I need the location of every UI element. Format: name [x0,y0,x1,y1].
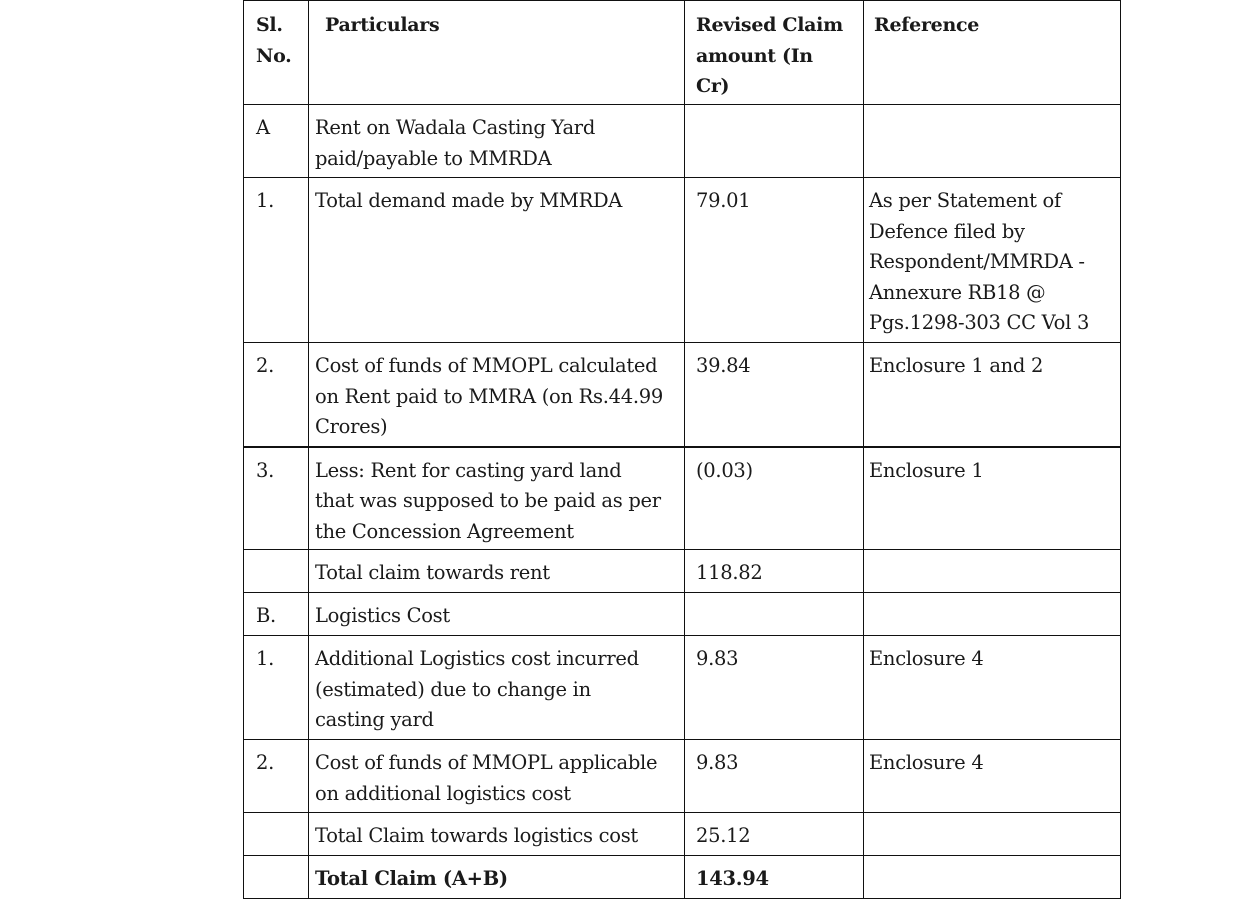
cell-reference [864,105,1121,178]
table-row [244,447,1121,550]
subtotal-row [244,813,1121,856]
table-row [244,740,1121,813]
cell-amount: 118.82 [685,550,864,593]
cell-amount [685,593,864,636]
cell-particulars [309,343,685,447]
line: Defence filed by [869,219,1025,243]
header-amount-line1: Revised Claim [696,14,843,36]
cell-amount: 143.94 [685,856,864,899]
line: Cost of funds of MMOPL applicable [315,751,658,774]
line: As per Statement of [869,189,1061,212]
cell-particulars: Total Claim (A+B) [309,856,685,899]
cell-sl: B. [244,593,309,636]
header-amount [685,1,864,105]
cell-reference [864,550,1121,593]
grand-total-row [244,856,1121,899]
cell-sl: 1. [244,178,309,343]
header-amount-line3: Cr) [696,75,730,97]
line: Respondent/MMRDA - [869,250,1085,273]
cell-particulars [309,740,685,813]
header-sl-no [244,1,309,105]
cell-particulars: Total claim towards rent [309,550,685,593]
cell-sl: 3. [244,447,309,550]
cell-sl: A [244,105,309,178]
line: the Concession Agreement [315,519,574,543]
cell-reference [864,856,1121,899]
cell-amount: 9.83 [685,636,864,740]
line: Cost of funds of MMOPL calculated [315,354,658,377]
cell-amount: 25.12 [685,813,864,856]
cell-reference: Enclosure 4 [864,636,1121,740]
cell-particulars: Logistics Cost [309,593,685,636]
cell-reference: Enclosure 1 [864,447,1121,550]
header-reference: Reference [864,1,1121,105]
line: (estimated) due to change in [315,677,591,701]
table-row [244,343,1121,447]
cell-amount: 79.01 [685,178,864,343]
line: on Rent paid to MMRA (on Rs.44.99 [315,384,663,408]
line: Less: Rent for casting yard land [315,458,622,482]
header-amount-line2: amount (In [696,44,813,67]
cell-reference: Enclosure 1 and 2 [864,343,1121,447]
subtotal-row [244,550,1121,593]
header-sl-line2: No. [256,44,292,67]
cell-particulars [309,636,685,740]
cell-particulars: Total demand made by MMRDA [309,178,685,343]
table-row [244,636,1121,740]
cell-sl [244,856,309,899]
cell-sl: 1. [244,636,309,740]
cell-reference: Enclosure 4 [864,740,1121,813]
cell-amount [685,105,864,178]
header-row [244,1,1121,105]
cell-sl: 2. [244,740,309,813]
section-row [244,593,1121,636]
claim-table [243,0,1121,899]
table-row [244,178,1121,343]
cell-reference [864,178,1121,343]
line: Pgs.1298-303 CC Vol 3 [869,311,1090,334]
header-sl-line1: Sl. [256,14,283,36]
cell-particulars: Total Claim towards logistics cost [309,813,685,856]
line: Additional Logistics cost incurred [315,647,639,670]
cell-sl [244,550,309,593]
cell-sl: 2. [244,343,309,447]
line: Rent on Wadala Casting Yard [315,116,596,139]
line: Crores) [315,415,388,438]
line: paid/payable to MMRDA [315,146,552,170]
cell-amount: 39.84 [685,343,864,447]
line: casting yard [315,708,434,731]
cell-particulars [309,447,685,550]
line: Annexure RB18 @ [869,280,1046,304]
cell-sl [244,813,309,856]
cell-reference [864,813,1121,856]
cell-amount: (0.03) [685,447,864,550]
table-row [244,105,1121,178]
line: that was supposed to be paid as per [315,489,661,512]
cell-reference [864,593,1121,636]
cell-particulars [309,105,685,178]
claim-table-container [243,0,1120,899]
cell-amount: 9.83 [685,740,864,813]
header-particulars: Particulars [309,1,685,105]
line: on additional logistics cost [315,781,571,805]
